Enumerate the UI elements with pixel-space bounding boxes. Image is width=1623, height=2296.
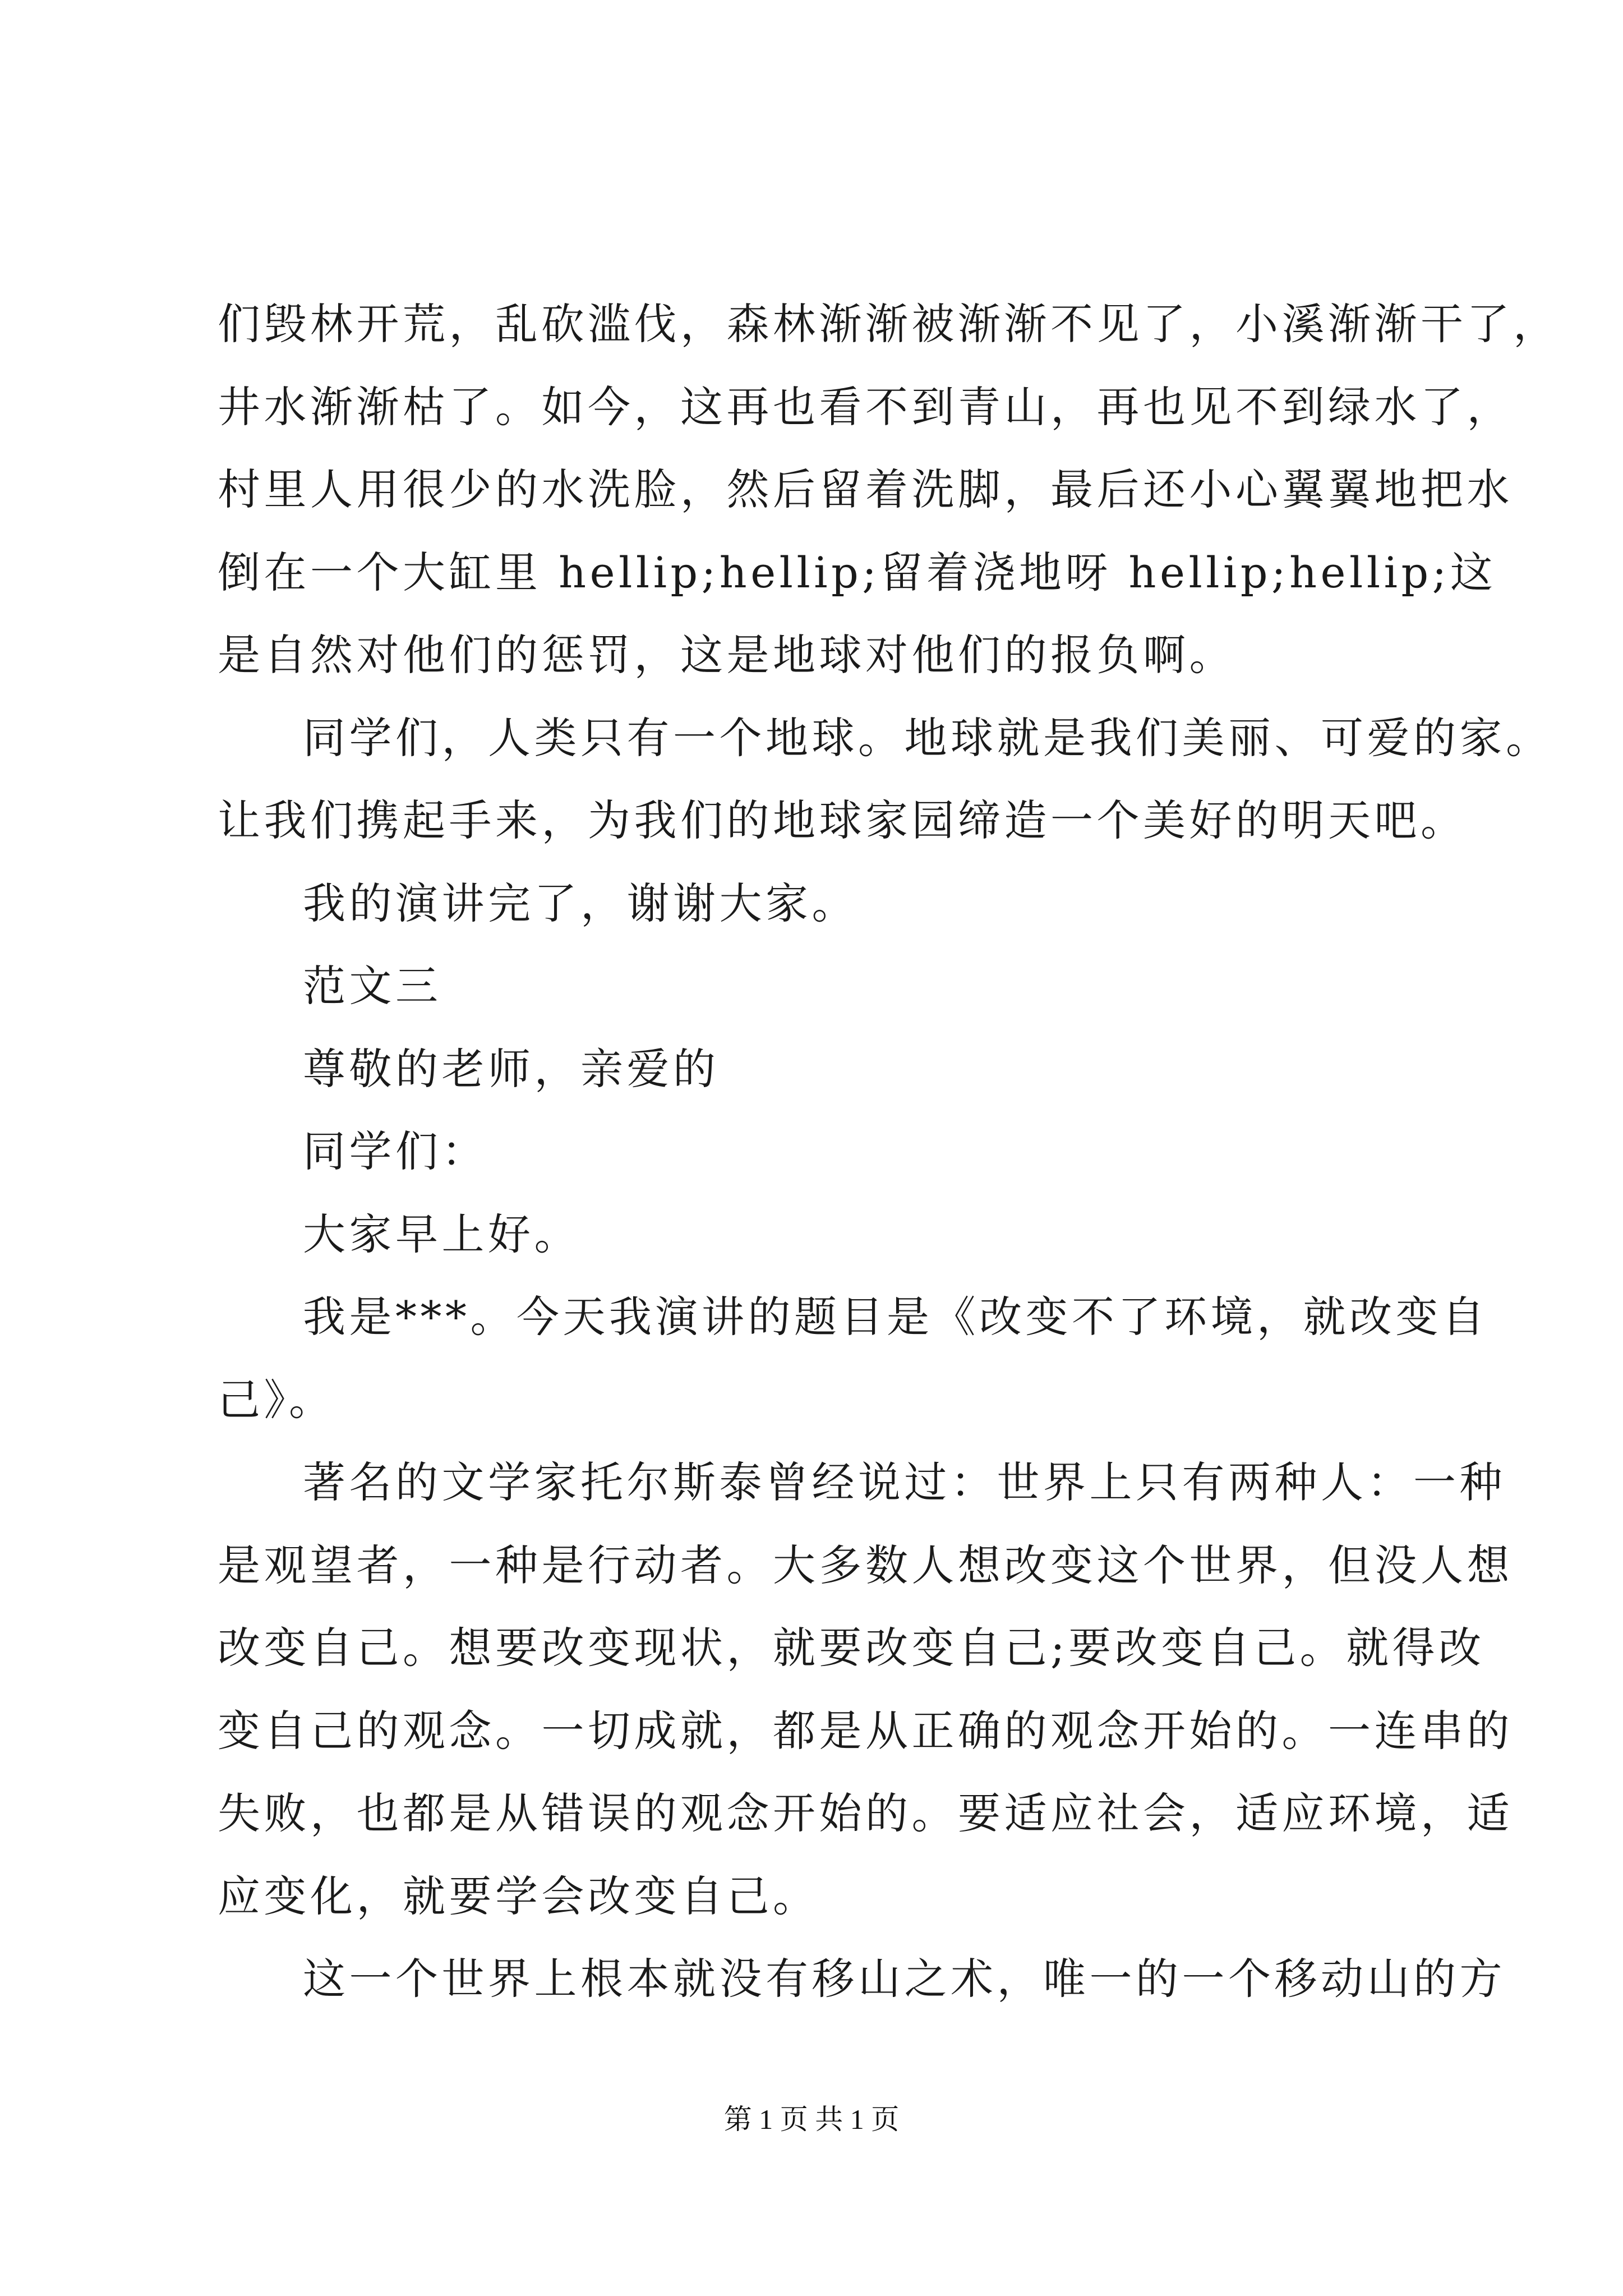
greeting-line: 大家早上好。 <box>303 1209 580 1259</box>
text-line: 让我们携起手来，为我们的地球家园缔造一个美好的明天吧。 <box>218 795 1467 845</box>
body-text <box>218 296 1560 2034</box>
text-line: 己》。 <box>218 1374 335 1425</box>
text-line: 变自己的观念。一切成就，都是从正确的观念开始的。一连串的 <box>218 1705 1513 1756</box>
text-line: 村里人用很少的水洗脸，然后留着洗脚，最后还小心翼翼地把水 <box>218 464 1513 514</box>
text-line: 井水渐渐枯了。如今，这再也看不到青山，再也见不到绿水了， <box>218 381 1513 432</box>
text-line: 倒在一个大缸里 hellip;hellip;留着浇地呀 hellip;hellip;这 <box>218 547 1497 597</box>
salutation-line: 同学们： <box>303 1126 488 1176</box>
text-line: 改变自己。想要改变现状，就要改变自己;要改变自己。就得改 <box>218 1623 1485 1673</box>
page-number-footer: 第 1 页 共 1 页 <box>723 2104 900 2135</box>
salutation-line: 尊敬的老师，亲爱的 <box>303 1043 720 1094</box>
paragraph-first-line: 我是***。今天我演讲的题目是《改变不了环境，就改变自 <box>303 1292 1488 1342</box>
text-line: 是自然对他们的惩罚，这是地球对他们的报负啊。 <box>218 630 1235 680</box>
text-line: 们毁林开荒，乱砍滥伐，森林渐渐被渐渐不见了，小溪渐渐干了， <box>218 299 1560 349</box>
text-line: 失败，也都是从错误的观念开始的。要适应社会，适应环境，适 <box>218 1788 1513 1838</box>
paragraph-first-line: 同学们，人类只有一个地球。地球就是我们美丽、可爱的家。 <box>303 712 1552 763</box>
text-line: 是观望者，一种是行动者。大多数人想改变这个世界，但没人想 <box>218 1540 1513 1590</box>
paragraph-first-line: 我的演讲完了，谢谢大家。 <box>303 878 858 928</box>
text-line: 应变化，就要学会改变自己。 <box>218 1871 819 1921</box>
paragraph-first-line: 著名的文学家托尔斯泰曾经说过：世界上只有两种人：一种 <box>303 1457 1506 1507</box>
section-heading: 范文三 <box>303 961 442 1011</box>
paragraph-first-line: 这一个世界上根本就没有移山之术，唯一的一个移动山的方 <box>303 1954 1506 2004</box>
